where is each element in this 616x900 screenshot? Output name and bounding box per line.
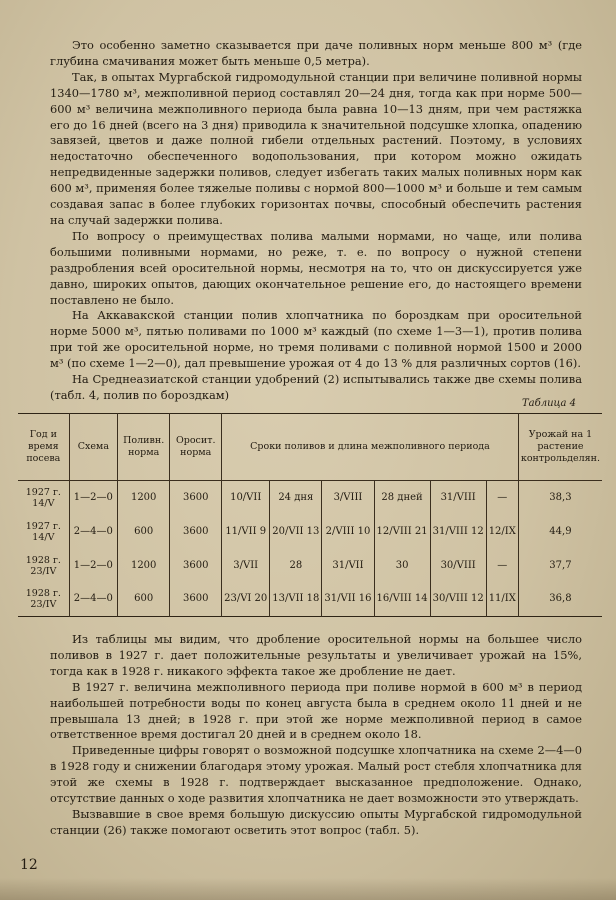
cell-scheme: 1—2—0 [69,549,117,583]
page-edge-shadow [0,878,616,900]
cell-scheme: 1—2—0 [69,481,117,515]
cell-yield: 44,9 [518,515,602,549]
cell-scheme: 2—4—0 [69,515,117,549]
cell-year: 1927 г. 14/V [25,486,61,509]
paragraph-7: В 1927 г. величина межполивного периода при поливе нормой в 600 м³ в период наибольшей потребности воды по конец августа была в среднем около 11 дней и не превышала 13 дней; в 1928 г. при этой же норме межполивной период в самое ответственное время достигал 20 дней и в среднем около 18. [50,679,582,742]
cell-irr: 600 [117,583,169,617]
cell-total: 3600 [170,549,222,583]
cell-date: 3/VIII [322,481,374,515]
paragraph-6: Из таблицы мы видим, что дробление оросительной нормы на большее число поливов в 1927 г. дает положительные результаты и увеличивает урожай на 15%, тогда как в 1928 г. никакого эффекта такое же дробление не дает. [50,632,582,678]
cell-date: 12/IX [486,515,518,549]
table-row [18,515,602,549]
cell-date: 3/VII [222,549,270,583]
text-block-bottom [50,632,582,839]
header-dates: Сроки поливов и длина межполивного периода [222,414,519,481]
cell-year: 1928 г. 23/IV [25,554,61,577]
cell-yield: 36,8 [518,583,602,617]
header-year: Год и время посева [18,414,69,481]
paragraph-8: Приведенные цифры говорят о возможной подсушке хлопчатника на схеме 2—4—0 в 1928 году и снижении благодаря этому урожая. Малый рост стебля хлопчатника для этой же схемы в 1928 г. подтверждает высказанное предположение. Однако, отсутствие данных о ходе развития хлопчатника не дает возможности это утверждать. [50,743,582,806]
cell-date: 2/VIII 10 [322,515,374,549]
cell-date: 24 дня [270,481,322,515]
cell-irr: 1200 [117,549,169,583]
paragraph-3: По вопросу о преимуществах полива малыми нормами, но чаще, или полива большими поливными нормами, но реже, т. е. по вопросу о нужной степени раздробления всей оросительной нормы, несмотря на то, что он дискуссируется уже давно, широких опытов, дающих окончательное решение его, до настоящего времени поставлено не было. [50,228,582,307]
paragraph-5: На Среднеазиатской станции удобрений (2) испытывались также две схемы полива (табл. 4, полив по бороздкам) [50,372,582,402]
header-total-norm: Оросит. норма [170,414,222,481]
cell-date: 31/VII [322,549,374,583]
paragraph-4: На Аккавакской станции полив хлопчатника по бороздкам при оросительной норме 5000 м³, пятью поливами по 1000 м³ каждый (по схеме 1—3—1), против полива при той же оросительной норме, но тремя поливами с поливной нормой 1500 и 2000 м³ (по схеме 1—2—0), дал превышение урожая от 4 до 13 % для различных сортов (16). [50,308,582,371]
cell-irr: 600 [117,515,169,549]
cell-yield: 38,3 [518,481,602,515]
cell-total: 3600 [170,515,222,549]
cell-date: 31/VII 16 [322,583,374,617]
cell-date: — [486,481,518,515]
cell-total: 3600 [170,583,222,617]
data-table [18,413,602,617]
cell-date: 10/VII [222,481,270,515]
cell-year: 1928 г. 23/IV [25,588,61,611]
cell-date: 28 дней [374,481,430,515]
cell-date: 28 [270,549,322,583]
cell-total: 3600 [170,481,222,515]
cell-yield: 37,7 [518,549,602,583]
paragraph-2: Так, в опытах Мургабской гидромодульной станции при величине поливной нормы 1340—1780 м³, межполивной период составлял 20—24 дня, тогда как при норме 500—600 м³ величина межполивного периода была равна 10—13 дням, при чем растяжка его до 16 дней (всего на 3 дня) приводила к значительной подсушке хлопка, опадению завязей, цветов и даже полной гибели отдельных растений. Поэтому, в условиях недостаточно обеспеченного водопользования, при котором можно ожидать непредвиденные задержки поливов, следует избегать таких малых поливных норм как 600 м³, применяя более тяжелые поливы с нормой 800—1000 м³ и больше и тем самым создавая запас в более глубоких горизонтах почвы, способный обеспечить растения на случай задержки полива. [50,69,582,227]
cell-date: 31/VIII [430,481,486,515]
cell-date: 23/VI 20 [222,583,270,617]
cell-date: 12/VIII 21 [374,515,430,549]
table-caption: Таблица 4 [521,398,576,409]
paragraph-1: Это особенно заметно сказывается при даче поливных норм меньше 800 м³ (где глубина смачивания может быть меньше 0,5 метра). [50,38,582,68]
cell-year: 1927 г. 14/V [25,520,61,543]
header-yield: Урожай на 1 растение контрольделян. [518,414,602,481]
cell-date: 20/VII 13 [270,515,322,549]
cell-date: 30 [374,549,430,583]
paragraph-9: Вызвавшие в свое время большую дискуссию опыты Мургабской гидромодульной станции (26) также помогают осветить этот вопрос (табл. 5). [50,806,582,837]
cell-date: 11/IX [486,583,518,617]
header-irrigation-norm: Поливн. норма [117,414,169,481]
table-row [18,583,602,617]
text-block-top [50,38,582,404]
cell-irr: 1200 [117,481,169,515]
table-row [18,549,602,583]
cell-date: 30/VIII [430,549,486,583]
table-row [18,481,602,515]
cell-date: 16/VIII 14 [374,583,430,617]
page-number: 12 [20,857,38,873]
cell-date: 13/VII 18 [270,583,322,617]
cell-scheme: 2—4—0 [69,583,117,617]
header-scheme: Схема [69,414,117,481]
cell-date: 30/VIII 12 [430,583,486,617]
cell-date: 11/VII 9 [222,515,270,549]
cell-date: 31/VIII 12 [430,515,486,549]
cell-date: — [486,549,518,583]
